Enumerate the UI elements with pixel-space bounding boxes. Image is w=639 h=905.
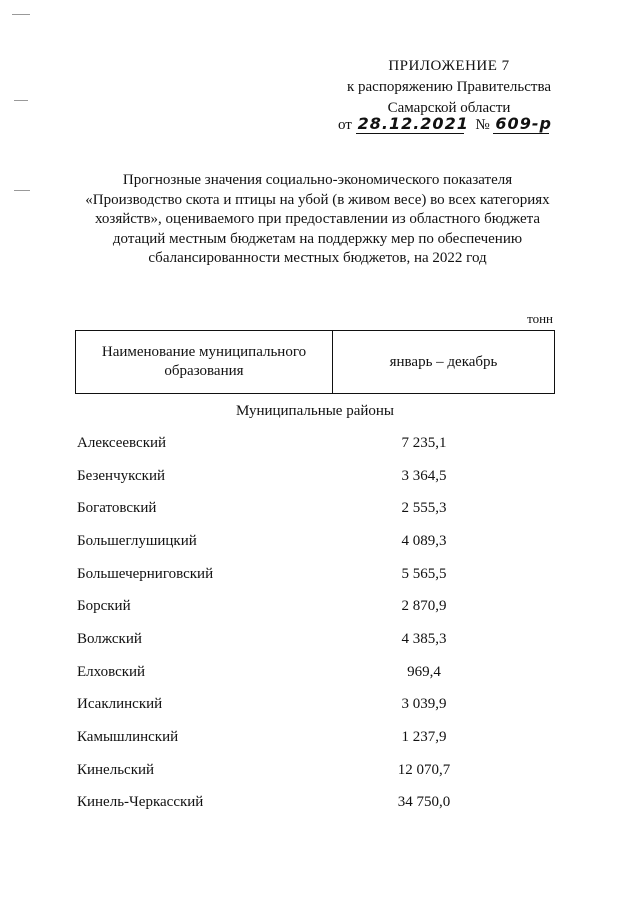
- municipality-name: Кинель-Черкасский: [77, 794, 204, 811]
- column-header-municipality: [76, 331, 333, 393]
- scan-mark: [14, 190, 30, 191]
- table-row: [77, 460, 497, 493]
- appendix-line-2: Самарской области: [387, 100, 511, 116]
- table-row: [77, 754, 497, 787]
- table-row: [77, 623, 497, 656]
- municipality-name: Волжский: [77, 630, 142, 647]
- table-row: [77, 427, 497, 460]
- municipality-name: Безенчукский: [77, 467, 166, 484]
- production-value: 3 039,9: [401, 696, 447, 713]
- appendix-title: ПРИЛОЖЕНИЕ 7: [388, 58, 510, 74]
- municipality-name: Алексеевский: [77, 434, 167, 451]
- heading-line-4: дотаций местным бюджетам на поддержку мер по обеспечению: [112, 230, 523, 247]
- unit-label: тонн: [527, 311, 553, 326]
- table-header: [75, 330, 555, 394]
- production-value: 4 385,3: [401, 630, 447, 647]
- decree-date-number: [338, 114, 552, 134]
- production-value: 969,4: [407, 663, 441, 680]
- heading-line-2: «Производство скота и птицы на убой (в живом весе) во всех категориях: [85, 191, 550, 208]
- table-row: [77, 525, 497, 558]
- production-value: 3 364,5: [401, 467, 447, 484]
- decree-date: 28.12.2021: [357, 114, 469, 133]
- municipality-name: Елховский: [77, 663, 146, 680]
- heading-line-5: сбалансированности местных бюджетов, на 2022 год: [148, 250, 487, 266]
- table-row: [77, 721, 497, 754]
- production-value: 12 070,7: [397, 761, 451, 778]
- production-value: 7 235,1: [401, 434, 447, 451]
- from-label: от: [338, 117, 352, 133]
- municipality-name: Большеглушицкий: [77, 532, 197, 549]
- production-value: 34 750,0: [397, 794, 451, 811]
- column-header-municipality-line-1: Наименование муниципального: [101, 344, 307, 360]
- column-header-period: январь – декабрь: [389, 353, 498, 370]
- municipality-name: Камышлинский: [77, 729, 179, 746]
- municipality-name: Богатовский: [77, 500, 157, 517]
- production-value: 2 555,3: [401, 500, 447, 517]
- heading-line-3: хозяйств», оцениваемого при предоставлении из областного бюджета: [94, 211, 541, 227]
- production-value: 2 870,9: [401, 598, 447, 615]
- table-row: [77, 656, 497, 689]
- scan-mark: [14, 100, 28, 101]
- table-row: [77, 787, 497, 820]
- document-heading: [60, 171, 575, 269]
- appendix-block: [329, 56, 569, 119]
- scan-mark: [12, 14, 30, 15]
- number-label: №: [475, 117, 490, 133]
- section-title: Муниципальные районы: [235, 403, 395, 419]
- production-value: 4 089,3: [401, 532, 447, 549]
- heading-line-1: Прогнозные значения социально-экономического показателя: [122, 172, 513, 188]
- appendix-line-1: к распоряжению Правительства: [346, 79, 551, 95]
- table-row: [77, 492, 497, 525]
- table-body: [77, 427, 497, 819]
- municipality-name: Большечерниговский: [77, 565, 214, 582]
- production-value: 1 237,9: [401, 729, 447, 746]
- table-row: [77, 590, 497, 623]
- municipality-name: Борский: [77, 598, 131, 615]
- municipality-name: Исаклинский: [77, 696, 163, 713]
- decree-number: 609-р: [495, 114, 552, 133]
- table-row: [77, 689, 497, 722]
- production-value: 5 565,5: [401, 565, 447, 582]
- municipality-name: Кинельский: [77, 761, 155, 778]
- column-header-municipality-line-2: образования: [164, 363, 244, 379]
- table-row: [77, 558, 497, 591]
